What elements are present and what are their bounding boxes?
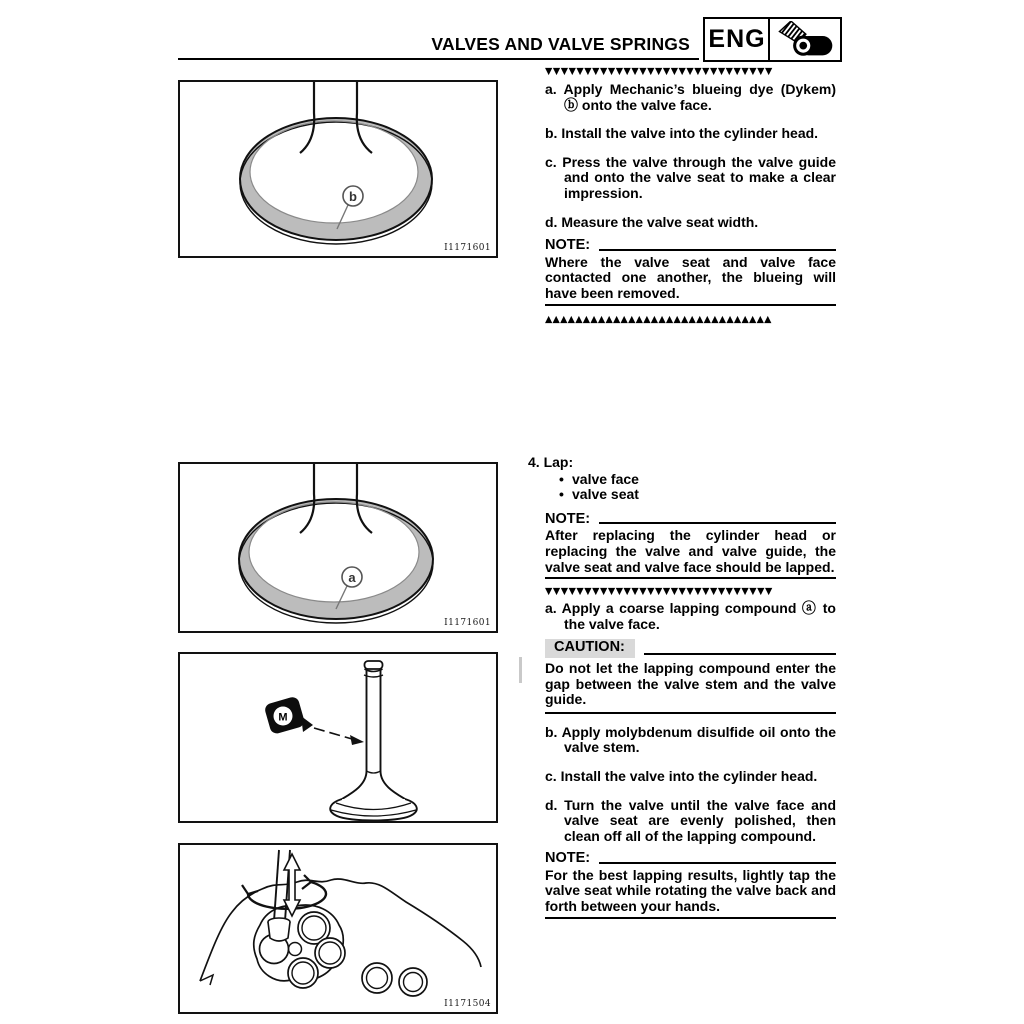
- figure-lapping-tool: [178, 843, 498, 1014]
- lap-number: 4.: [528, 454, 540, 470]
- figure-valve-face-lapping: [178, 462, 498, 633]
- caution-end-rule: [545, 712, 836, 714]
- caution-text: Do not let the lapping compound enter the gap between the valve stem and the valve guide.: [545, 659, 836, 708]
- engine-icon: [768, 17, 842, 62]
- revision-bar: [519, 657, 522, 683]
- note-end-rule: [545, 577, 836, 579]
- bullet-glyph: •: [559, 470, 564, 487]
- figure-oil-valve-stem: [178, 652, 498, 823]
- header-rule: [178, 58, 699, 60]
- note-rule: [599, 522, 836, 524]
- step-a-blueing: a. Apply Mechanic’s blueing dye (Dykem) ⓑ onto the valve face.: [545, 81, 836, 113]
- note-text-lap: After replacing the cylinder head or replacing the valve and valve guide, the valve seat and valve face should be lapped.: [545, 527, 836, 575]
- figure-code: I1171601: [444, 618, 491, 628]
- note-end-rule: [545, 304, 836, 306]
- caution-heading: [545, 639, 836, 658]
- note-end-rule: [545, 917, 836, 919]
- caution-rule: [644, 653, 836, 655]
- oil-bottle-m-label: M: [278, 711, 288, 724]
- note-label: NOTE:: [545, 510, 591, 527]
- figure-code: I1171601: [444, 243, 491, 253]
- step-c-install: c. Install the valve into the cylinder head.: [545, 767, 818, 784]
- figure-code: I1171504: [444, 999, 491, 1009]
- bullet-glyph: •: [559, 486, 564, 503]
- callout-b: b: [349, 189, 357, 204]
- note-heading: [545, 851, 836, 867]
- lap-item-valve-face: • valve face: [559, 470, 639, 487]
- step-a-compound: a. Apply a coarse lapping compound ⓐ to the valve face.: [545, 600, 836, 632]
- section-start-markers: ▼▼▼▼▼▼▼▼▼▼▼▼▼▼▼▼▼▼▼▼▼▼▼▼▼▼▼▼▼: [545, 66, 773, 77]
- section-end-markers: ▲▲▲▲▲▲▲▲▲▲▲▲▲▲▲▲▲▲▲▲▲▲▲▲▲▲▲▲▲▲: [545, 313, 772, 325]
- figure-valve-face-blueing: [178, 80, 498, 258]
- step-c-press: c. Press the valve through the valve guide and onto the valve seat to make a clear impression.: [545, 153, 836, 201]
- callout-a: a: [348, 570, 356, 585]
- procedure-blueing: [545, 66, 836, 325]
- lap-item-valve-seat: • valve seat: [559, 486, 639, 503]
- note-text-blueing: Where the valve seat and valve face contacted one another, the blueing will have been removed.: [545, 253, 836, 301]
- lap-label: Lap:: [543, 454, 574, 470]
- lap-heading: [528, 455, 836, 471]
- note-rule: [599, 862, 836, 864]
- note-rule: [599, 249, 836, 251]
- step-b-install: b. Install the valve into the cylinder head.: [545, 125, 819, 142]
- chapter-tab: [703, 17, 842, 62]
- note-heading: [545, 512, 836, 528]
- note-label: NOTE:: [545, 237, 591, 254]
- eng-tab-label: ENG: [703, 17, 771, 62]
- procedure-lap: [528, 455, 836, 919]
- note-label: NOTE:: [545, 850, 591, 867]
- note-text-lapping-results: For the best lapping results, lightly tap the valve seat while rotating the valve back and forth between your hands.: [545, 866, 836, 915]
- section-start-markers: ▼▼▼▼▼▼▼▼▼▼▼▼▼▼▼▼▼▼▼▼▼▼▼▼▼▼▼▼▼: [545, 586, 773, 598]
- step-d-turn: d. Turn the valve until the valve face and valve seat are evenly polished, then clean off all of the lapping compound.: [545, 796, 836, 844]
- note-heading: [545, 238, 836, 254]
- step-d-measure: d. Measure the valve seat width.: [545, 213, 759, 230]
- page-title: VALVES AND VALVE SPRINGS: [431, 34, 690, 54]
- step-b-oil: b. Apply molybdenum disulfide oil onto the valve stem.: [545, 723, 836, 756]
- caution-label: CAUTION:: [545, 639, 635, 658]
